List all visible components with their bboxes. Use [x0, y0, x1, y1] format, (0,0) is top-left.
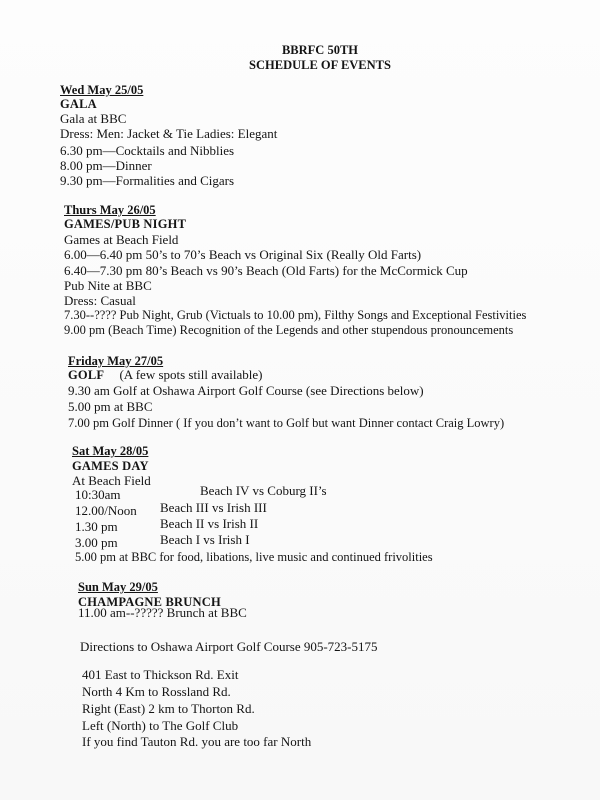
document-title: BBRFC 50TH [281, 43, 359, 57]
sat-match-time: 12.00/Noon [75, 503, 137, 518]
thurs-line: 7.30--???? Pub Night, Grub (Victuals to 10.00 pm), Filthy Songs and Exceptional Festivities [64, 308, 527, 322]
directions-title: Directions to Oshawa Airport Golf Course 905-723-5175 [80, 639, 378, 654]
sun-date: Sun May 29/05 [78, 580, 158, 594]
thurs-line: 6.00—6.40 pm 50’s to 70’s Beach vs Original Six (Really Old Farts) [64, 247, 422, 262]
fri-date: Friday May 27/05 [68, 354, 164, 368]
thurs-date: Thurs May 26/05 [64, 203, 156, 217]
document-subtitle: SCHEDULE OF EVENTS [249, 58, 391, 72]
directions-step: Left (North) to The Golf Club [82, 718, 239, 733]
thurs-line: Dress: Casual [64, 293, 136, 308]
sat-closing: 5.00 pm at BBC for food, libations, live music and continued frivolities [75, 550, 433, 564]
wed-date: Wed May 25/05 [60, 83, 144, 97]
thurs-line: Pub Nite at BBC [64, 278, 152, 293]
sat-heading: GAMES DAY [72, 459, 149, 473]
fri-heading-note: (A few spots still available) [119, 367, 263, 382]
wed-line: 8.00 pm—Dinner [60, 158, 152, 173]
fri-line: 9.30 am Golf at Oshawa Airport Golf Course (see Directions below) [68, 383, 424, 398]
sat-match-game: Beach IV vs Coburg II’s [200, 483, 327, 498]
wed-line: Gala at BBC [60, 111, 127, 126]
sat-match-time: 10:30am [75, 487, 121, 502]
sat-date: Sat May 28/05 [72, 444, 149, 458]
sat-intro: At Beach Field [72, 473, 151, 488]
sun-heading: CHAMPAGNE BRUNCH [78, 595, 221, 609]
thurs-line: 6.40—7.30 pm 80’s Beach vs 90’s Beach (Old Farts) for the McCormick Cup [64, 263, 468, 278]
directions-step: Right (East) 2 km to Thorton Rd. [82, 701, 255, 716]
thurs-line: 9.00 pm (Beach Time) Recognition of the Legends and other stupendous pronouncements [64, 323, 514, 337]
sat-match-time: 1.30 pm [75, 519, 118, 534]
fri-line: 7.00 pm Golf Dinner ( If you don’t want to Golf but want Dinner contact Craig Lowry) [68, 416, 505, 430]
sat-match-time: 3.00 pm [75, 535, 118, 550]
thurs-line: Games at Beach Field [64, 232, 179, 247]
directions-step: 401 East to Thickson Rd. Exit [82, 667, 239, 682]
fri-line: 5.00 pm at BBC [68, 399, 153, 414]
wed-line: Dress: Men: Jacket & Tie Ladies: Elegant [60, 126, 278, 141]
sun-line: 11.00 am--????? Brunch at BBC [78, 605, 247, 620]
sat-match-game: Beach II vs Irish II [160, 516, 259, 531]
fri-heading: GOLF [68, 368, 105, 382]
wed-heading: GALA [60, 97, 97, 111]
sat-match-game: Beach III vs Irish III [160, 500, 267, 515]
wed-line: 6.30 pm—Cocktails and Nibblies [60, 143, 235, 158]
directions-step: North 4 Km to Rossland Rd. [82, 684, 231, 699]
wed-line: 9.30 pm—Formalities and Cigars [60, 173, 235, 188]
fri-heading-row [68, 367, 262, 383]
directions-step: If you find Tauton Rd. you are too far North [82, 734, 312, 749]
sat-match-game: Beach I vs Irish I [160, 532, 250, 547]
thurs-heading: GAMES/PUB NIGHT [64, 217, 187, 231]
